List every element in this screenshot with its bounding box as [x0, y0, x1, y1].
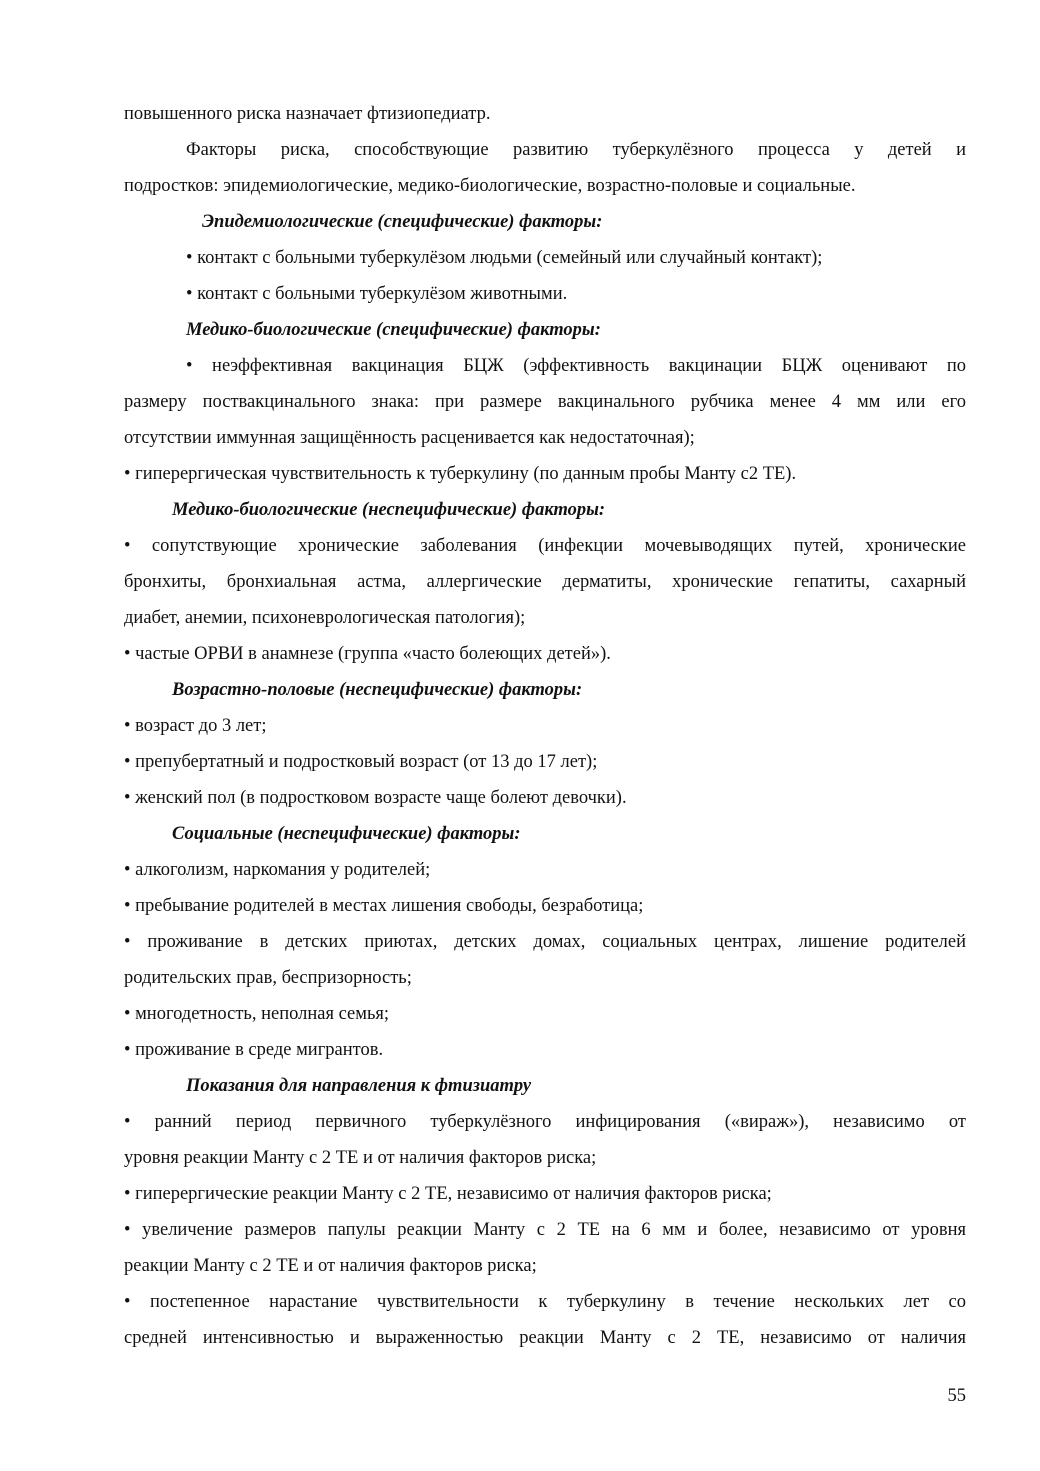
list-item: • ранний период первичного туберкулёзного инфицирования («вираж»), независимо от [124, 1112, 966, 1132]
list-item: • многодетность, неполная семья; [124, 1004, 390, 1024]
list-item: • постепенное нарастание чувствительности к туберкулину в течение нескольких лет со [124, 1292, 966, 1312]
list-item: • пребывание родителей в местах лишения свободы, безработица; [124, 896, 644, 916]
text-line: реакции Манту с 2 ТЕ и от наличия факторов риска; [124, 1256, 537, 1276]
list-item: • гиперергическая чувствительность к туберкулину (по данным пробы Манту с2 ТЕ). [124, 464, 797, 484]
section-heading: Возрастно-половые (неспецифические) факторы: [172, 680, 583, 700]
text-line: подростков: эпидемиологические, медико-биологические, возрастно-половые и социальные. [124, 176, 856, 196]
text-line: уровня реакции Манту с 2 ТЕ и от наличия факторов риска; [124, 1148, 597, 1168]
text-line: размеру поствакцинального знака: при размере вакцинального рубчика менее 4 мм или его [124, 392, 966, 412]
list-item: • гиперергические реакции Манту с 2 ТЕ, независимо от наличия факторов риска; [124, 1184, 772, 1204]
page-number: 55 [947, 1386, 966, 1406]
section-heading: Социальные (неспецифические) факторы: [172, 824, 521, 844]
section-heading: Медико-биологические (неспецифические) факторы: [172, 500, 606, 520]
section-heading: Показания для направления к фтизиатру [186, 1076, 532, 1096]
text-line: диабет, анемии, психоневрологическая патология); [124, 608, 526, 628]
text-line: повышенного риска назначает фтизиопедиатр. [124, 104, 491, 124]
list-item: • женский пол (в подростковом возрасте чаще болеют девочки). [124, 788, 627, 808]
list-item: • неэффективная вакцинация БЦЖ (эффективность вакцинации БЦЖ оценивают по [186, 356, 966, 376]
list-item: • проживание в среде мигрантов. [124, 1040, 384, 1060]
paragraph-start: Факторы риска, способствующие развитию туберкулёзного процесса у детей и [186, 140, 966, 160]
list-item: • препубертатный и подростковый возраст (от 13 до 17 лет); [124, 752, 598, 772]
section-heading: Эпидемиологические (специфические) факторы: [202, 212, 603, 232]
list-item: • контакт с больными туберкулёзом людьми (семейный или случайный контакт); [186, 248, 823, 268]
text-line: отсутствии иммунная защищённость расценивается как недостаточная); [124, 428, 695, 448]
list-item: • увеличение размеров папулы реакции Манту с 2 ТЕ на 6 мм и более, независимо от уровня [124, 1220, 966, 1240]
document-page [124, 96, 966, 1356]
list-item: • сопутствующие хронические заболевания (инфекции мочевыводящих путей, хронические [124, 536, 966, 556]
text-line: родительских прав, беспризорность; [124, 968, 412, 988]
list-item: • проживание в детских приютах, детских домах, социальных центрах, лишение родителей [124, 932, 966, 952]
list-item: • контакт с больными туберкулёзом животными. [186, 284, 568, 304]
text-line: бронхиты, бронхиальная астма, аллергические дерматиты, хронические гепатиты, сахарный [124, 572, 966, 592]
section-heading: Медико-биологические (специфические) факторы: [186, 320, 601, 340]
list-item: • частые ОРВИ в анамнезе (группа «часто болеющих детей»). [124, 644, 611, 664]
text-line: средней интенсивностью и выраженностью реакции Манту с 2 ТЕ, независимо от наличия [124, 1328, 966, 1348]
list-item: • возраст до 3 лет; [124, 716, 267, 736]
list-item: • алкоголизм, наркомания у родителей; [124, 860, 431, 880]
